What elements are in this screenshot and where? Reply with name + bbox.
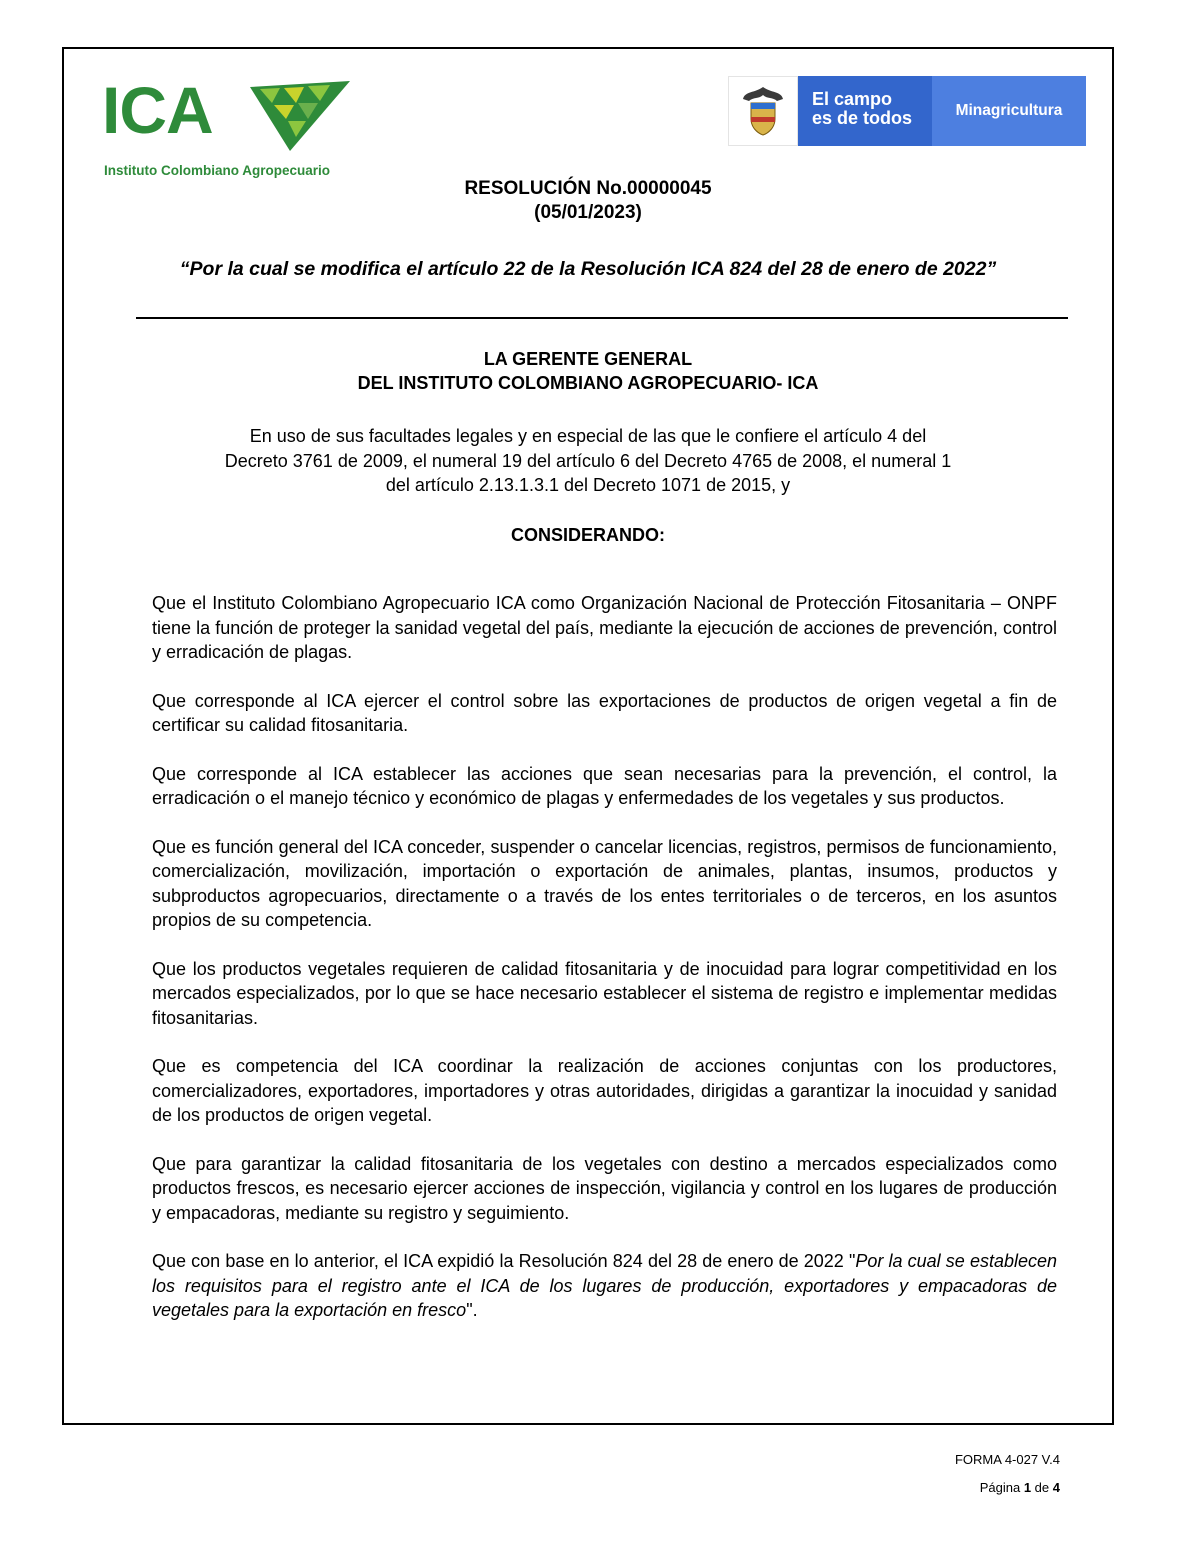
last-paragraph-suffix: ". (466, 1300, 478, 1320)
ministry-label: Minagricultura (932, 76, 1086, 146)
document-frame (62, 47, 1114, 1425)
last-paragraph-italic: Por la cual se establecen los requisitos para el registro ante el ICA de los lugares de producción, exportadores y empacadoras de vegetales para la exportación en fresco (152, 1251, 1058, 1320)
facultades-line-3: del artículo 2.13.1.3.1 del Decreto 1071 de 2015, y (385, 475, 791, 495)
page-of: de (1034, 1480, 1050, 1495)
facultades-paragraph (64, 424, 1112, 498)
considerando-paragraph: Que para garantizar la calidad fitosanitaria de los vegetales con destino a mercados especializados como productos frescos, es necesario ejercer acciones de inspección, vigilancia y control en los lugares de producción y empacadoras, mediante su registro y seguimiento. (152, 1153, 1057, 1223)
last-paragraph-prefix: Que con base en lo anterior, el ICA expidió la Resolución 824 del 28 de enero de 2022 " (152, 1251, 856, 1271)
authority-line-1: LA GERENTE GENERAL (483, 349, 693, 369)
page-label: Página (979, 1480, 1021, 1495)
slogan-block (798, 76, 932, 146)
facultades-line-2: Decreto 3761 de 2009, el numeral 19 del artículo 6 del Decreto 4765 de 2008, el numeral 1 (224, 450, 952, 471)
ica-logo-text: ICA (102, 73, 213, 147)
facultades-line-1: En uso de sus facultades legales y en especial de las que le confiere el artículo 4 del (249, 426, 927, 446)
page-total: 4 (1052, 1480, 1060, 1495)
considerando-paragraph: Que es función general del ICA conceder, suspender o cancelar licencias, registros, permisos de funcionamiento, comercialización, movilización, importación o exportación de animales, plantas, insumos, productos y subproductos agropecuarios, directamente o a través de los entes territoriales o de terceros, en los asuntos propios de su competencia. (152, 836, 1057, 930)
resolution-heading (64, 177, 1112, 225)
considerando-paragraph: Que el Instituto Colombiano Agropecuario ICA como Organización Nacional de Protección Fitosanitaria – ONPF tiene la función de proteger la sanidad vegetal del país, mediante la ejecución de acciones de prevención, control y erradicación de plagas. (152, 593, 1057, 662)
form-code: FORMA 4-027 V.4 (954, 1452, 1060, 1467)
considerando-paragraph-last (152, 1249, 1057, 1323)
considerando-paragraph: Que es competencia del ICA coordinar la realización de acciones conjuntas con los productores, comercializadores, exportadores, importadores y otras autoridades, dirigidas a garantizar la inocuidad y sanidad de los productos de origen vegetal. (152, 1056, 1057, 1125)
slogan-line-2: es de todos (812, 108, 913, 128)
considerando-heading: CONSIDERANDO: (510, 525, 665, 545)
considerando-paragraph: Que corresponde al ICA ejercer el control sobre las exportaciones de productos de origen vegetal a fin de certificar su calidad fitosanitaria. (152, 690, 1057, 735)
considerando-paragraph: Que corresponde al ICA establecer las acciones que sean necesarias para la prevención, el control, la erradicación o el manejo técnico y económico de plagas y enfermedades de los vegetales y sus productos. (152, 763, 1057, 808)
minagricultura-banner (728, 76, 1086, 146)
ica-leaf-icon (250, 81, 350, 151)
considerando-paragraph: Que los productos vegetales requieren de calidad fitosanitaria y de inocuidad para lograr competitividad en los mercados especializados, por lo que se hace necesario establecer el sistema de registro e implementar medidas fitosanitarias. (152, 958, 1057, 1028)
ica-logo-subtitle: Instituto Colombiano Agropecuario (104, 163, 330, 178)
colombia-coat-of-arms-icon (728, 76, 798, 146)
page-current: 1 (1023, 1480, 1032, 1495)
resolution-date: (05/01/2023) (534, 202, 642, 223)
authority-line-2: DEL INSTITUTO COLOMBIANO AGROPECUARIO- ICA (357, 373, 819, 393)
considerando-body (152, 591, 1057, 1347)
resolution-number: RESOLUCIÓN No.00000045 (464, 178, 712, 199)
ica-logo (102, 73, 352, 178)
resolution-subject: “Por la cual se modifica el artículo 22 de la Resolución ICA 824 del 28 de enero de 2022” (179, 258, 997, 280)
authority-heading (64, 347, 1112, 395)
page-number (980, 1480, 1060, 1495)
horizontal-rule (136, 317, 1068, 319)
slogan-line-1: El campo (812, 89, 893, 109)
